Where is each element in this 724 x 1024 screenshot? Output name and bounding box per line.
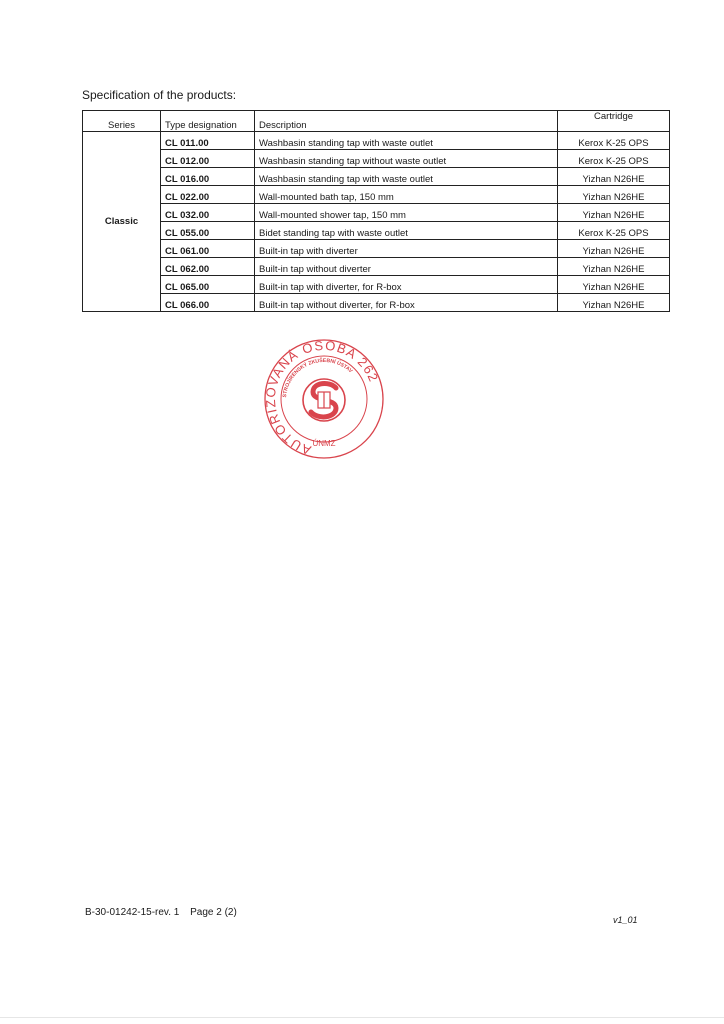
table-row bbox=[83, 132, 670, 150]
type-designation-cell: CL 012.00 bbox=[161, 150, 255, 168]
product-specification-table bbox=[82, 110, 670, 312]
description-cell: Built-in tap with diverter, for R-box bbox=[255, 276, 558, 294]
cartridge-cell: Yizhan N26HE bbox=[558, 258, 670, 276]
version-label: v1_01 bbox=[613, 915, 638, 925]
cartridge-cell: Kerox K-25 OPS bbox=[558, 132, 670, 150]
table-header-row bbox=[83, 111, 670, 132]
table-row bbox=[83, 204, 670, 222]
type-designation-cell: CL 022.00 bbox=[161, 186, 255, 204]
stamp-bottom-text: ÚNMZ bbox=[312, 439, 336, 448]
description-cell: Built-in tap with diverter bbox=[255, 240, 558, 258]
table-row bbox=[83, 150, 670, 168]
table-row bbox=[83, 258, 670, 276]
table-row bbox=[83, 240, 670, 258]
type-designation-cell: CL 065.00 bbox=[161, 276, 255, 294]
stamp-inner-text: STROJÍRENSKÝ ZKUŠEBNÍ ÚSTAV bbox=[282, 357, 354, 398]
type-designation-cell: CL 016.00 bbox=[161, 168, 255, 186]
description-cell: Washbasin standing tap with waste outlet bbox=[255, 168, 558, 186]
type-designation-cell: CL 061.00 bbox=[161, 240, 255, 258]
cartridge-cell: Yizhan N26HE bbox=[558, 186, 670, 204]
type-designation-cell: CL 032.00 bbox=[161, 204, 255, 222]
page-number: Page 2 (2) bbox=[190, 907, 237, 918]
table-body bbox=[83, 132, 670, 312]
stamp-emblem-icon bbox=[303, 379, 345, 421]
cartridge-cell: Yizhan N26HE bbox=[558, 168, 670, 186]
description-cell: Built-in tap without diverter, for R-box bbox=[255, 294, 558, 312]
header-type-designation: Type designation bbox=[161, 111, 255, 132]
cartridge-cell: Kerox K-25 OPS bbox=[558, 222, 670, 240]
document-reference: B-30-01242-15-rev. 1 bbox=[85, 907, 180, 918]
description-cell: Wall-mounted shower tap, 150 mm bbox=[255, 204, 558, 222]
cartridge-cell: Yizhan N26HE bbox=[558, 276, 670, 294]
table-row bbox=[83, 186, 670, 204]
table-row bbox=[83, 222, 670, 240]
type-designation-cell: CL 055.00 bbox=[161, 222, 255, 240]
authorization-stamp bbox=[258, 334, 390, 460]
description-cell: Washbasin standing tap with waste outlet bbox=[255, 132, 558, 150]
description-cell: Bidet standing tap with waste outlet bbox=[255, 222, 558, 240]
type-designation-cell: CL 011.00 bbox=[161, 132, 255, 150]
table-row bbox=[83, 294, 670, 312]
header-cartridge: Cartridge bbox=[558, 111, 670, 132]
description-cell: Washbasin standing tap without waste outlet bbox=[255, 150, 558, 168]
cartridge-cell: Yizhan N26HE bbox=[558, 240, 670, 258]
cartridge-cell: Yizhan N26HE bbox=[558, 294, 670, 312]
type-designation-cell: CL 066.00 bbox=[161, 294, 255, 312]
description-cell: Wall-mounted bath tap, 150 mm bbox=[255, 186, 558, 204]
cartridge-cell: Kerox K-25 OPS bbox=[558, 150, 670, 168]
series-cell: Classic bbox=[83, 132, 161, 312]
table-row bbox=[83, 168, 670, 186]
stamp-ring-text: AUTORIZOVANÁ OSOBA 262 bbox=[262, 337, 382, 459]
type-designation-cell: CL 062.00 bbox=[161, 258, 255, 276]
page-edge-line bbox=[0, 1017, 724, 1018]
section-heading: Specification of the products: bbox=[82, 88, 237, 102]
document-footer bbox=[85, 907, 237, 918]
cartridge-cell: Yizhan N26HE bbox=[558, 204, 670, 222]
header-series: Series bbox=[83, 111, 161, 132]
description-cell: Built-in tap without diverter bbox=[255, 258, 558, 276]
table-row bbox=[83, 276, 670, 294]
header-description: Description bbox=[255, 111, 558, 132]
